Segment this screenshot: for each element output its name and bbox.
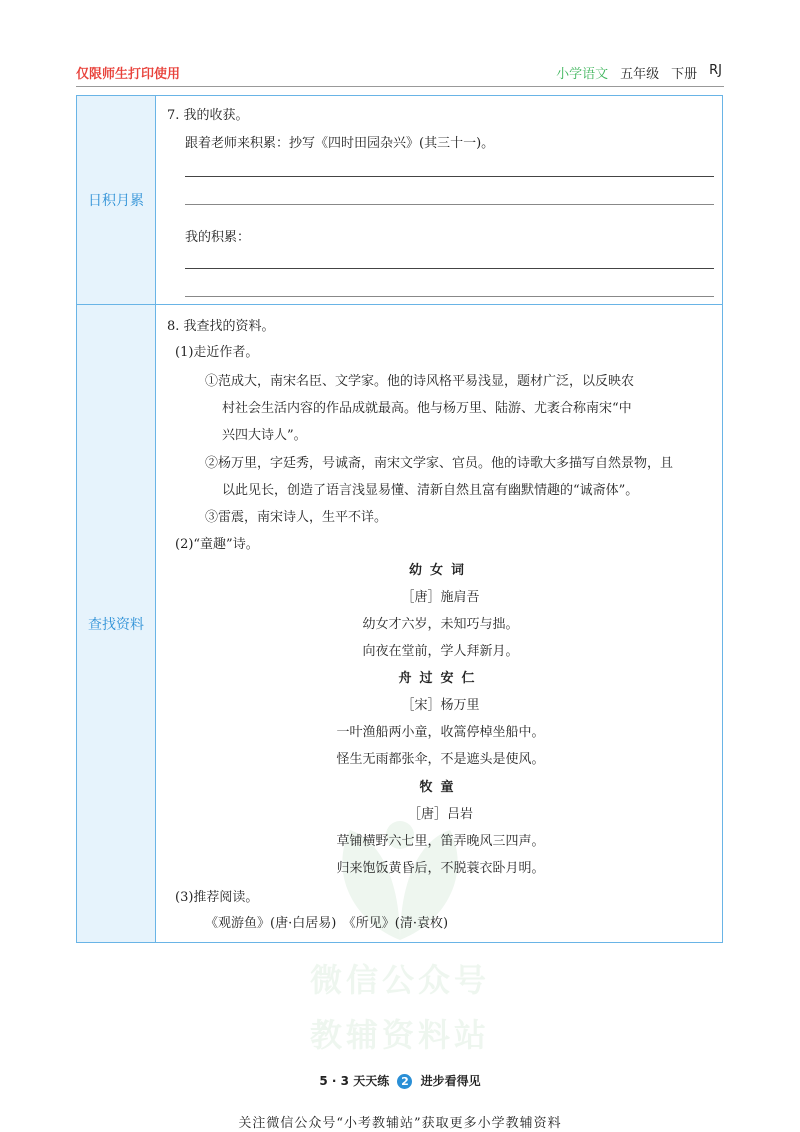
- poem-author: ［唐］施肩吾: [401, 590, 480, 605]
- part-2-heading: (2)“童趣”诗。: [175, 537, 259, 552]
- section-research: [77, 305, 722, 942]
- author-fan-chengda-line: 村社会生活内容的作品成就最高。他与杨万里、陆游、尤袤合称南宋“中: [222, 401, 632, 416]
- part-1-heading: (1)走近作者。: [175, 345, 259, 360]
- poem-line: 一叶渔船两小童，收篙停棹坐船中。: [336, 725, 545, 740]
- author-lei-zhen: ③雷震，南宋诗人，生平不详。: [205, 510, 388, 525]
- volume: 下册: [671, 67, 698, 82]
- poem-line: 草铺横野六七里，笛弄晚风三四声。: [336, 834, 545, 849]
- grade: 五年级: [620, 67, 660, 82]
- watermark-line1: 微信公众号: [309, 961, 490, 999]
- poem-line: 向夜在堂前，学人拜新月。: [362, 644, 519, 659]
- recommended-reading: 《观游鱼》(唐·白居易) 《所见》(清·袁枚): [205, 916, 449, 931]
- watermark-line2: 教辅资料站: [309, 1016, 490, 1054]
- writing-line[interactable]: [185, 204, 714, 205]
- poem-line: 幼女才六岁，未知巧与拙。: [362, 617, 519, 632]
- section-content: [167, 305, 714, 942]
- poem-title: 牧童: [419, 780, 462, 795]
- print-notice: 仅限师生打印使用: [76, 67, 181, 82]
- writing-line[interactable]: [185, 176, 714, 177]
- poem-title: 幼女词: [408, 563, 472, 578]
- bottom-promo-note: 关注微信公众号“小考教辅站”获取更多小学教辅资料: [238, 1116, 562, 1131]
- my-accumulation-label: 我的积累：: [185, 230, 251, 245]
- book-info: [556, 63, 722, 82]
- copy-instruction: 跟着老师来积累：抄写《四时田园杂兴》(其三十一)。: [185, 136, 495, 151]
- part-3-heading: (3)推荐阅读。: [175, 890, 259, 905]
- section-content: [167, 96, 714, 304]
- footer-brand: 5 · 3 天天练: [319, 1074, 390, 1088]
- poem-author: ［宋］杨万里: [401, 698, 480, 713]
- subject: 小学语文: [556, 67, 609, 82]
- writing-line[interactable]: [185, 296, 714, 297]
- author-yang-wanli-line: 以此见长，创造了语言浅显易懂、清新自然且富有幽默情趣的“诚斋体”。: [222, 483, 639, 498]
- section-label: 查找资料: [77, 305, 156, 942]
- exercise-table: [76, 95, 723, 943]
- writing-line[interactable]: [185, 268, 714, 269]
- footer-slogan: 进步看得见: [420, 1074, 481, 1088]
- edition: RJ: [709, 63, 722, 78]
- poem-author: ［唐］吕岩: [407, 807, 473, 822]
- footer-badge: 2: [397, 1074, 412, 1089]
- author-fan-chengda-line: 兴四大诗人”。: [222, 428, 307, 443]
- poem-line: 归来饱饭黄昏后，不脱蓑衣卧月明。: [336, 861, 545, 876]
- question-7: 7. 我的收获。: [167, 108, 249, 123]
- poem-title: 舟过安仁: [398, 671, 483, 686]
- author-yang-wanli-line: ②杨万里，字廷秀，号诚斋，南宋文学家、官员。他的诗歌大多描写自然景物，且: [205, 456, 674, 471]
- section-daily-accumulation: [77, 96, 722, 305]
- question-8: 8. 我查找的资料。: [167, 319, 275, 334]
- page-footer: [0, 1072, 800, 1089]
- header-divider: [76, 86, 724, 87]
- poem-line: 怪生无雨都张伞，不是遮头是使风。: [336, 752, 545, 767]
- author-fan-chengda-line: ①范成大，南宋名臣、文学家。他的诗风格平易浅显，题材广泛，以反映农: [205, 374, 635, 389]
- section-label: 日积月累: [77, 96, 156, 304]
